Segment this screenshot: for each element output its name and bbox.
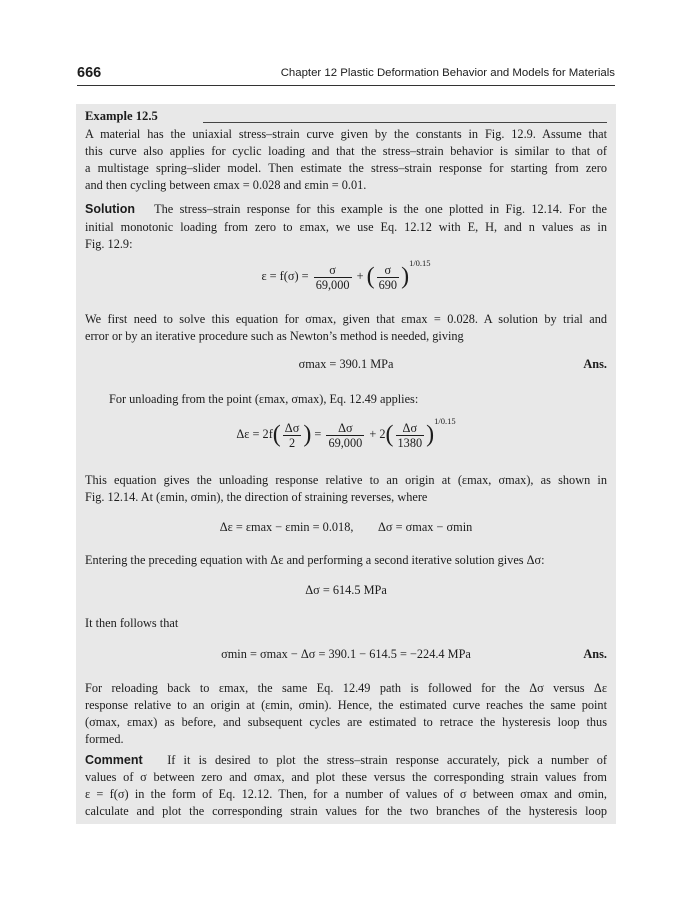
equation-sigma-max: σmax = 390.1 MPa	[298, 357, 394, 371]
equation-delta-sigma: Δσ = 614.5 MPa	[305, 583, 387, 597]
paragraph-line: response relative to an origin at (εmin, σmin). Hence, the estimated curve reaches the same point	[85, 698, 607, 712]
comment-line	[85, 752, 607, 769]
fraction: $\frac{\sigma}{690}$	[378, 262, 398, 292]
paragraph-line: It then follows that	[85, 616, 179, 630]
comment-line: values of σ between zero and σmax, and plot these versus the corresponding strain values from	[85, 770, 607, 784]
example-title: Example 12.5	[85, 109, 158, 123]
comment-line: ε = f(σ) in the form of Eq. 12.12. Then, for a number of values of σ between σmax and σmin,	[85, 787, 607, 801]
equation-deltas: Δε = εmax − εmin = 0.018, Δσ = σmax − σmin	[219, 520, 473, 534]
page-number: 666	[77, 65, 102, 81]
fraction: $\frac{\Delta\sigma}{69,000}$	[328, 420, 363, 450]
ans-label: Ans.	[583, 357, 607, 371]
example-title-rule	[203, 122, 607, 123]
ans-label: Ans.	[583, 647, 607, 661]
paragraph-line: formed.	[85, 732, 124, 746]
equation-strain-function: ε = f(σ) = $\frac{\sigma}{69,000}$ + ( $\frac{\sigma}{690}$ )$^{1/0.15}$	[261, 258, 431, 292]
example-title-row	[85, 108, 607, 125]
fraction: $\frac{\Delta\sigma}{1380}$	[397, 420, 423, 450]
paragraph-line: error or by an iterative procedure such as Newton’s method is needed, giving	[85, 329, 464, 343]
header-rule	[77, 85, 615, 86]
fraction: $\frac{\sigma}{69,000}$	[315, 262, 350, 292]
intro-line: and then cycling between εmax = 0.028 and εmin = 0.01.	[85, 178, 367, 192]
intro-line: A material has the uniaxial stress–strain curve given by the constants in Fig. 12.9. Assume that	[85, 127, 607, 141]
page-header	[77, 65, 615, 87]
solution-label: Solution	[85, 202, 135, 216]
paragraph-line: Entering the preceding equation with Δε and performing a second iterative solution gives Δσ:	[85, 553, 545, 567]
paragraph-line: (σmax, εmax) as before, and subsequent cycles are estimated to retrace the hysteresis loop thus	[85, 715, 607, 729]
equation-unloading: Δε = 2f( $\frac{\Delta\sigma}{2}$ ) = $\frac{\Delta\sigma}{69,000}$ + 2( $\frac{\Delta\sigma}{1380}$ )$^{1/0.15}$	[236, 416, 456, 450]
paragraph-line: We first need to solve this equation for σmax, given that εmax = 0.028. A solution by trial and	[85, 312, 607, 326]
fraction: $\frac{\Delta\sigma}{2}$	[284, 420, 300, 450]
intro-line: this curve also applies for cyclic loading and that the stress–strain behavior is similar to that of	[85, 144, 607, 158]
paragraph-line: For unloading from the point (εmax, σmax), Eq. 12.49 applies:	[109, 392, 419, 406]
paragraph-line: For reloading back to εmax, the same Eq. 12.49 path is followed for the Δσ versus Δε	[85, 681, 607, 695]
comment-line: calculate and plot the corresponding strain values for the two branches of the hysteresis loop	[85, 804, 607, 818]
comment-label: Comment	[85, 753, 143, 767]
solution-line: initial monotonic loading from zero to εmax, we use Eq. 12.12 with E, H, and n values as in	[85, 220, 607, 234]
equation-sigma-min: σmin = σmax − Δσ = 390.1 − 614.5 = −224.4 MPa	[221, 647, 471, 661]
solution-line	[85, 201, 607, 218]
example-box	[76, 104, 616, 824]
paragraph-line: Fig. 12.14. At (εmin, σmin), the direction of straining reverses, where	[85, 490, 428, 504]
paragraph-line: This equation gives the unloading response relative to an origin at (εmax, σmax), as shown in	[85, 473, 607, 487]
running-title: Chapter 12 Plastic Deformation Behavior and Models for Materials	[280, 67, 615, 79]
solution-text: The stress–strain response for this example is the one plotted in Fig. 12.14. For the	[154, 202, 607, 216]
intro-line: a multistage spring–slider model. Then estimate the stress–strain response for starting from zero	[85, 161, 607, 175]
solution-line: Fig. 12.9:	[85, 237, 133, 251]
comment-text: If it is desired to plot the stress–strain response accurately, pick a number of	[167, 753, 607, 767]
